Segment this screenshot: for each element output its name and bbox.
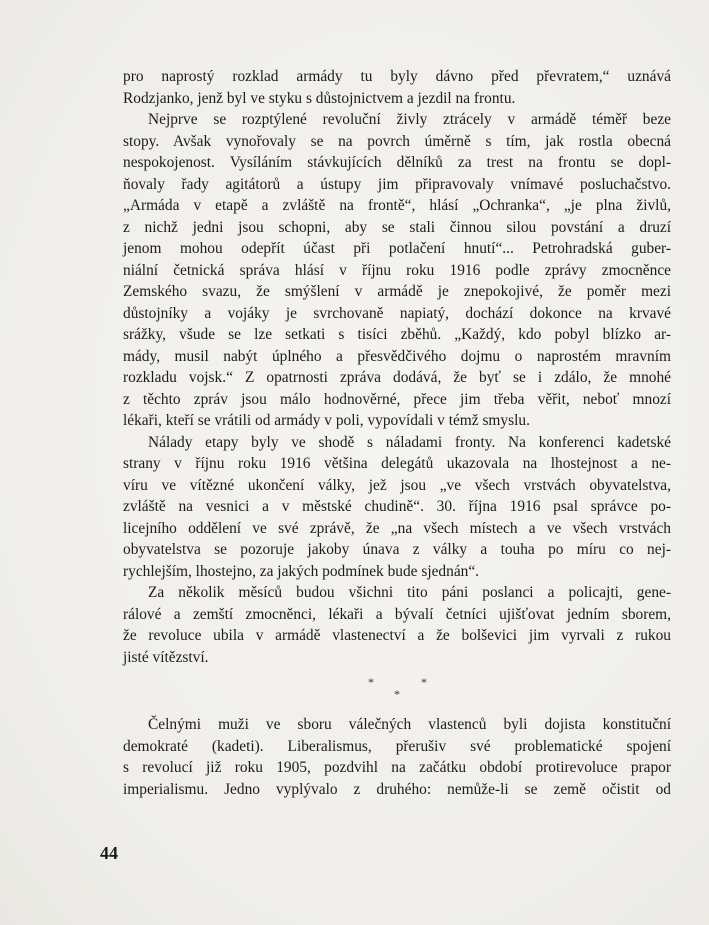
asterisk-ornament: * xyxy=(368,675,374,689)
text-line: Nálady etapy byly ve shodě s náladami fronty. Na konferenci kadetské xyxy=(148,433,671,451)
text-line: rychlejším, lhostejno, za jakých podmínek bude sjednán“. xyxy=(123,562,480,580)
text-line: imperialismu. Jedno vyplývalo z druhého: nemůže-li se země očistit od xyxy=(123,780,671,798)
text-line: Za několik měsíců budou všichni tito páni poslanci a policajti, gene- xyxy=(148,584,671,601)
text-line: důstojníky a vojáky je svrchovaně napiatý, dochází dokonce na krvavé xyxy=(123,304,671,322)
body-text-section-2 xyxy=(123,714,671,800)
text-line: srážky, všude se lze setkati s tisíci zběhů. „Každý, kdo pobyl blízko ar- xyxy=(123,326,671,343)
text-line: stopy. Avšak vynořovaly se na povrch úměrně s tím, jak rostla obecná xyxy=(123,132,671,150)
asterisk-ornament: * xyxy=(421,675,427,689)
page-number: 44 xyxy=(100,843,118,863)
text-line: že revoluce ubila v armádě vlastenectví a že bolševici jim vyrvali z rukou xyxy=(123,627,671,644)
body-text-section-1 xyxy=(123,66,671,668)
text-line: z nichž jedni jsou schopni, aby se stali činnou silou povstání a druzí xyxy=(123,218,671,236)
text-line: rálové a zemští zmocněnci, lékaři a bývalí četníci ujišťovat jedním sborem, xyxy=(123,605,671,623)
text-line: s revolucí již roku 1905, pozdvihl na začátku období protirevoluce prapor xyxy=(123,759,671,776)
text-line: nespokojenost. Vysíláním stávkujících dělníků za trest na frontu se dopl- xyxy=(123,154,671,171)
text-line: niální četnická správa hlásí v říjnu roku 1916 podle zprávy zmocněnce xyxy=(123,261,671,279)
text-line: licejního oddělení ve své zprávě, že „na všech místech a ve všech vrstvách xyxy=(123,519,671,537)
text-line: demokraté (kadeti). Liberalismus, přerušiv své problematické spojení xyxy=(123,737,671,755)
text-line: „Armáda v etapě a zvláště na frontě“, hlásí „Ochranka“, „je plna živlů, xyxy=(123,197,671,214)
text-line: ňovaly řady agitátorů a ústupy jim připravovaly vnímavé posluchačstvo. xyxy=(123,175,671,193)
text-line: strany v říjnu roku 1916 většina delegátů ukazovala na lhostejnost a ne- xyxy=(123,455,671,472)
text-line: Čelnými muži ve sboru válečných vlastenců byli dojista konstituční xyxy=(148,716,671,733)
text-line: rozkladu vojsk.“ Z opatrnosti zpráva dodává, že byť se i zdálo, že mnohé xyxy=(123,369,671,386)
text-line: jisté vítězství. xyxy=(123,648,209,666)
text-line: Zemského svazu, že smýšlení v armádě je znepokojivé, že poměr mezi xyxy=(123,283,671,300)
text-line: mády, musil nabýt úplného a přesvědčivého dojmu o naprostém mravním xyxy=(123,347,671,365)
text-line: jenom mohou odepřít účast při potlačení hnutí“... Petrohradská guber- xyxy=(123,240,671,257)
text-line: víru ve vítězné ukončení války, jež jsou „ve všech vrstvách obyvatelstva, xyxy=(123,476,671,494)
text-line: obyvatelstva se pozoruje jakoby únava z války a touha po míru co nej- xyxy=(123,541,671,558)
text-line: zvláště na vesnici a v městské chudině“. 30. října 1916 psal správce po- xyxy=(123,498,671,515)
text-line: lékaři, kteří se vrátili od armády v poli, vypovídali v témž smyslu. xyxy=(123,412,530,429)
text-line: Rodzjanko, jenž byl ve styku s důstojnictvem a jezdil na frontu. xyxy=(123,89,516,107)
text-line: Nejprve se rozptýlené revoluční živly ztrácely v armádě téměř beze xyxy=(148,111,671,128)
text-line: pro naprostý rozklad armády tu byly dávno před převratem,“ uznává xyxy=(123,68,671,85)
asterisk-ornament: * xyxy=(394,687,400,701)
text-line: z těchto zpráv jsou málo hodnověrné, přece jim třeba věřit, neboť mnozí xyxy=(123,390,671,408)
section-separator xyxy=(340,676,450,716)
